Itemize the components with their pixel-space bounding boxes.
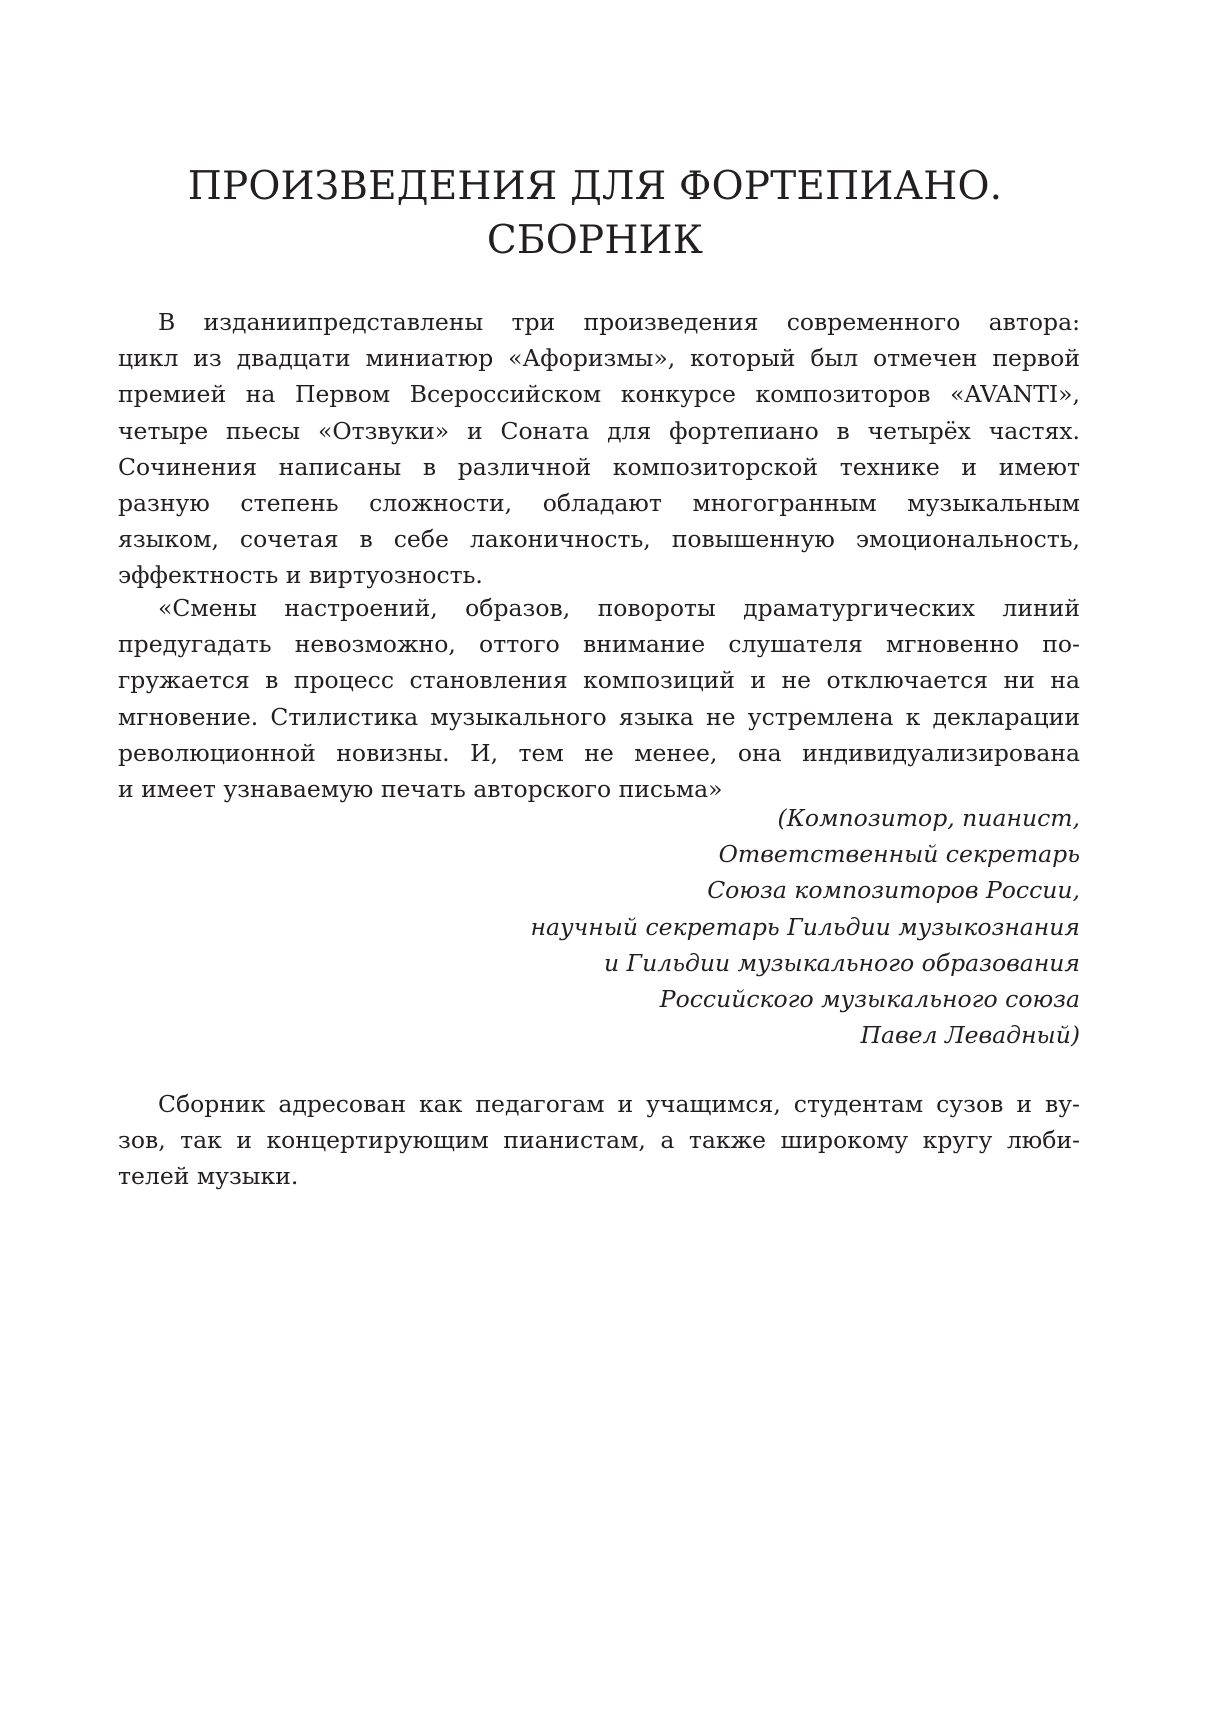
paragraph-line: четыре пьесы «Отзвуки» и Соната для фортепиано в четырёх частях. xyxy=(118,416,1080,445)
quote-line: и имеет узнаваемую печать авторского письма» xyxy=(118,775,723,804)
paragraph-line: зов, так и концертирующим пианистам, а также широкому кругу люби- xyxy=(118,1126,1080,1155)
attribution-line: Павел Левадный) xyxy=(860,1021,1080,1050)
title-line-1: ПРОИЗВЕДЕНИЯ ДЛЯ ФОРТЕПИАНО. xyxy=(187,164,1003,209)
paragraph-line: премией на Первом Всероссийском конкурсе композиторов «AVANTI», xyxy=(118,380,1080,409)
paragraph-line: эффектность и виртуозность. xyxy=(118,561,483,590)
paragraph-line: телей музыки. xyxy=(118,1162,299,1191)
attribution-line: и Гильдии музыкального образования xyxy=(603,948,1080,977)
attribution-line: научный секретарь Гильдии музыкознания xyxy=(530,912,1080,941)
quote-line: революционной новизны. И, тем не менее, она индивидуализирована xyxy=(118,738,1080,767)
paragraph-line: Сочинения написаны в различной композиторской технике и имеют xyxy=(118,452,1080,481)
quote-line: мгновение. Стилистика музыкального языка не устремлена к декларации xyxy=(118,702,1080,731)
quote-paragraph xyxy=(118,590,1080,807)
attribution-line: Ответственный секретарь xyxy=(718,840,1080,869)
description-paragraph xyxy=(118,304,1080,594)
paragraph-line: языком, сочетая в себе лаконичность, повышенную эмоциональность, xyxy=(118,525,1080,554)
paragraph-line: разную степень сложности, обладают многогранным музыкальным xyxy=(118,489,1080,518)
quote-line: «Смены настроений, образов, повороты драматургических линий xyxy=(158,594,1080,622)
paragraph-line: Сборник адресован как педагогам и учащимся, студентам сузов и ву- xyxy=(158,1090,1080,1118)
audience-paragraph xyxy=(118,1086,1080,1195)
quote-attribution xyxy=(118,800,1080,1053)
attribution-line: Российского музыкального союза xyxy=(659,985,1080,1014)
attribution-line: (Композитор, пианист, xyxy=(777,804,1080,832)
paragraph-line: цикл из двадцати миниатюр «Афоризмы», который был отмечен первой xyxy=(118,344,1080,373)
attribution-line: Союза композиторов России, xyxy=(707,876,1080,905)
quote-line: гружается в процесс становления композиций и не отключается ни на xyxy=(118,666,1080,695)
document-title xyxy=(110,160,1080,268)
quote-line: предугадать невозможно, оттого внимание слушателя мгновенно по- xyxy=(118,630,1080,659)
paragraph-line: В изданиипредставлены три произведения современного автора: xyxy=(158,308,1080,336)
title-line-2: СБОРНИК xyxy=(486,218,704,263)
